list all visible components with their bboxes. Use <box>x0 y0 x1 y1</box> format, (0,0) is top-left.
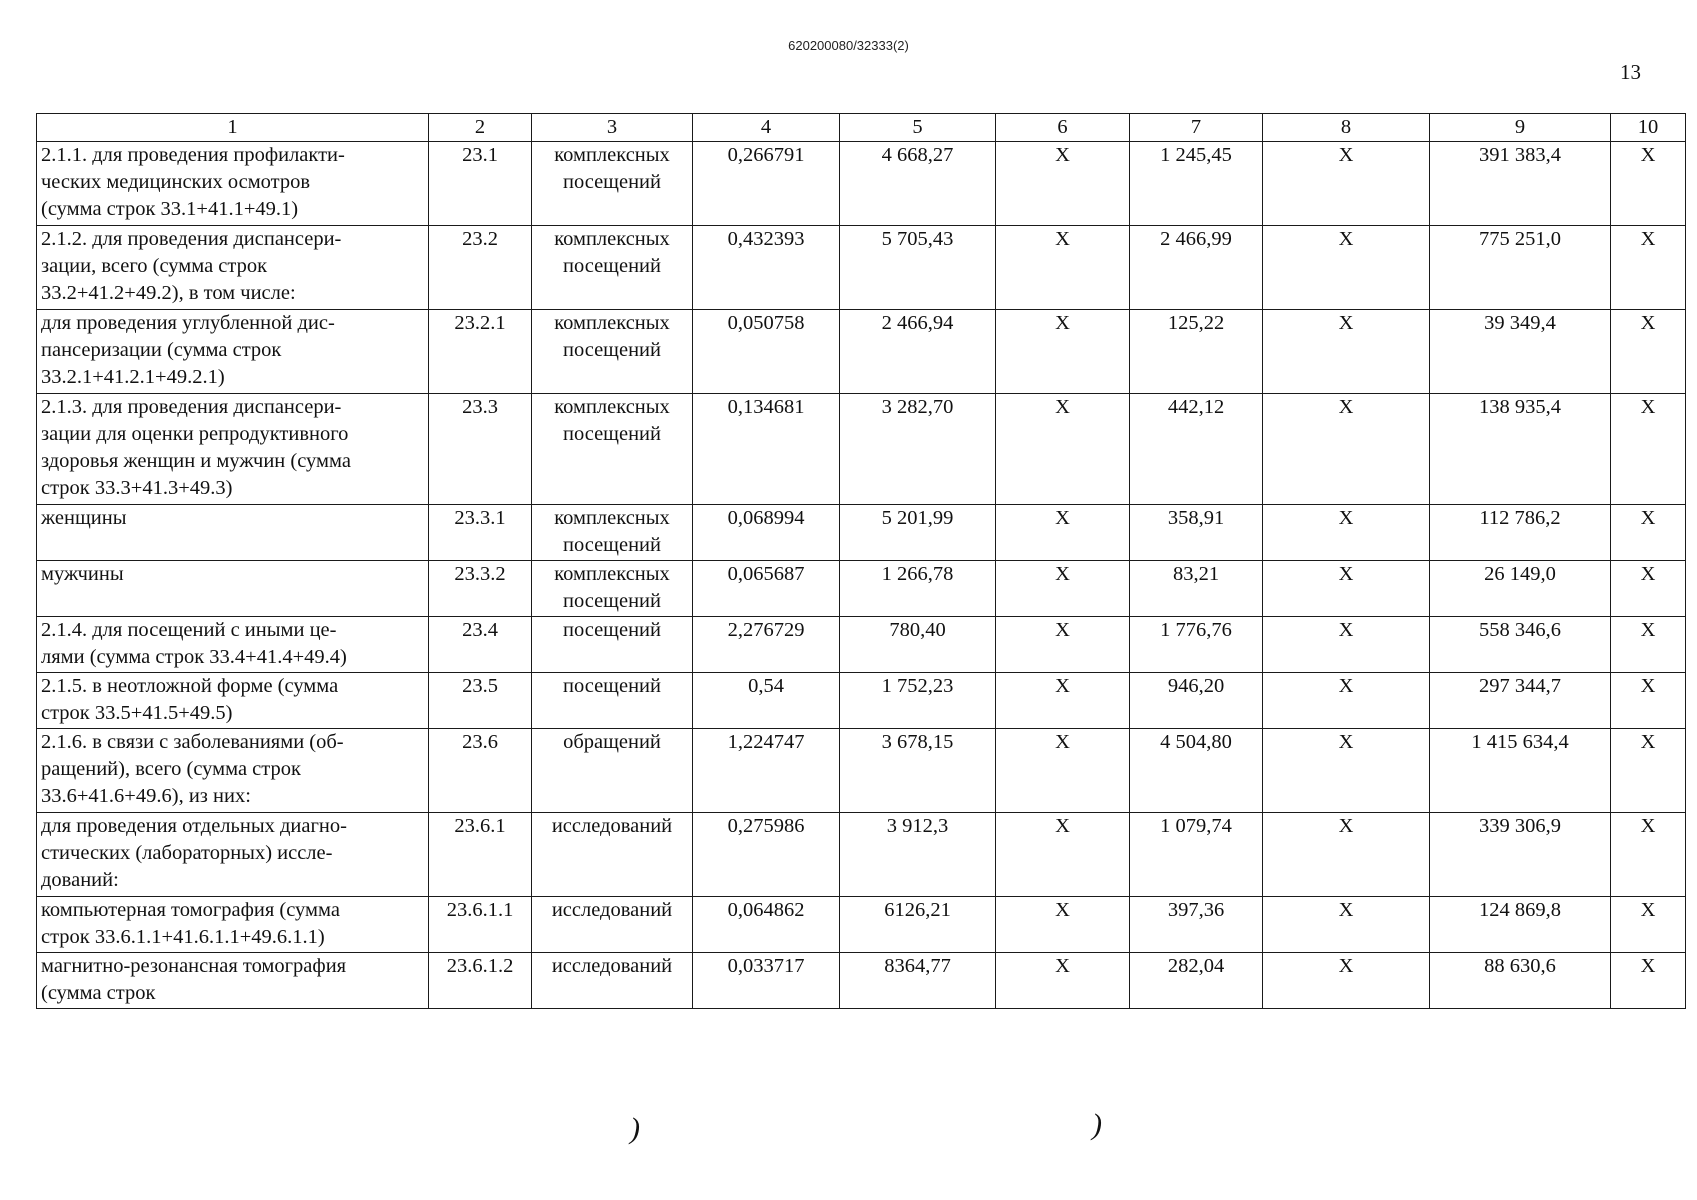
row-label: для проведения углубленной дис- пансеризации (сумма строк 33.2.1+41.2.1+49.2.1) <box>37 310 429 394</box>
table-cell: Х <box>996 673 1130 729</box>
table-cell: 3 678,15 <box>840 729 996 813</box>
table-cell: Х <box>996 310 1130 394</box>
table-cell: 0,54 <box>693 673 840 729</box>
table-cell: 1 245,45 <box>1130 142 1263 226</box>
table-cell: 780,40 <box>840 617 996 673</box>
table-cell: 0,050758 <box>693 310 840 394</box>
row-code: 23.6.1.1 <box>429 897 532 953</box>
data-table <box>36 113 1686 1009</box>
row-code: 23.2 <box>429 226 532 310</box>
column-header: 7 <box>1130 114 1263 142</box>
table-cell: 8364,77 <box>840 953 996 1009</box>
table-cell: Х <box>1263 142 1430 226</box>
table-cell: 0,068994 <box>693 505 840 561</box>
table-cell: Х <box>1263 505 1430 561</box>
unit-cell: комплексных посещений <box>532 226 693 310</box>
column-header: 9 <box>1430 114 1611 142</box>
table-cell: 442,12 <box>1130 394 1263 505</box>
table-cell: 2,276729 <box>693 617 840 673</box>
unit-cell: комплексных посещений <box>532 505 693 561</box>
table-cell: 1 752,23 <box>840 673 996 729</box>
table-cell: 112 786,2 <box>1430 505 1611 561</box>
table-cell: Х <box>996 953 1130 1009</box>
table-cell: Х <box>1611 394 1686 505</box>
table-row <box>37 673 1686 729</box>
row-code: 23.1 <box>429 142 532 226</box>
column-header: 8 <box>1263 114 1430 142</box>
table-cell: 1,224747 <box>693 729 840 813</box>
table-row <box>37 142 1686 226</box>
table-row <box>37 617 1686 673</box>
table-cell: 558 346,6 <box>1430 617 1611 673</box>
table-row <box>37 897 1686 953</box>
table-cell: Х <box>1263 897 1430 953</box>
row-label: 2.1.1. для проведения профилакти- ческих медицинских осмотров (сумма строк 33.1+41.1+49.1) <box>37 142 429 226</box>
table-cell: Х <box>996 561 1130 617</box>
unit-cell: исследований <box>532 897 693 953</box>
row-label: для проведения отдельных диагно- стических (лабораторных) иссле- дований: <box>37 813 429 897</box>
table-cell: Х <box>1611 142 1686 226</box>
column-header: 4 <box>693 114 840 142</box>
column-header: 2 <box>429 114 532 142</box>
table-cell: 3 282,70 <box>840 394 996 505</box>
table-cell: 0,266791 <box>693 142 840 226</box>
table-cell: Х <box>996 505 1130 561</box>
table-cell: 1 266,78 <box>840 561 996 617</box>
unit-cell: комплексных посещений <box>532 394 693 505</box>
row-code: 23.6.1.2 <box>429 953 532 1009</box>
document-id: 620200080/32333(2) <box>788 38 909 53</box>
row-label: магнитно-резонансная томография (сумма строк <box>37 953 429 1009</box>
footer-mark: ) <box>1092 1108 1102 1141</box>
table-cell: 0,275986 <box>693 813 840 897</box>
table-cell: Х <box>1263 561 1430 617</box>
row-code: 23.3.2 <box>429 561 532 617</box>
row-label: 2.1.2. для проведения диспансери- зации, всего (сумма строк 33.2+41.2+49.2), в том числе: <box>37 226 429 310</box>
table-cell: 282,04 <box>1130 953 1263 1009</box>
row-label: 2.1.4. для посещений с иными це- лями (сумма строк 33.4+41.4+49.4) <box>37 617 429 673</box>
unit-cell: комплексных посещений <box>532 561 693 617</box>
column-header: 10 <box>1611 114 1686 142</box>
table-row <box>37 729 1686 813</box>
table-cell: Х <box>1263 953 1430 1009</box>
unit-cell: посещений <box>532 673 693 729</box>
table-cell: 0,065687 <box>693 561 840 617</box>
table-row <box>37 310 1686 394</box>
table-cell: 2 466,94 <box>840 310 996 394</box>
table-cell: 4 504,80 <box>1130 729 1263 813</box>
table-row <box>37 394 1686 505</box>
table-row <box>37 561 1686 617</box>
table-cell: 775 251,0 <box>1430 226 1611 310</box>
table-cell: 138 935,4 <box>1430 394 1611 505</box>
column-header: 5 <box>840 114 996 142</box>
table-cell: 26 149,0 <box>1430 561 1611 617</box>
table-cell: Х <box>1611 729 1686 813</box>
row-label: женщины <box>37 505 429 561</box>
table-cell: Х <box>1263 813 1430 897</box>
row-label: 2.1.3. для проведения диспансери- зации для оценки репродуктивного здоровья женщин и мужчин (сумма строк 33.3+41.3+49.3) <box>37 394 429 505</box>
table-cell: 125,22 <box>1130 310 1263 394</box>
table-cell: 339 306,9 <box>1430 813 1611 897</box>
unit-cell: посещений <box>532 617 693 673</box>
table-cell: 0,033717 <box>693 953 840 1009</box>
table-cell: Х <box>996 142 1130 226</box>
row-code: 23.5 <box>429 673 532 729</box>
table-cell: 6126,21 <box>840 897 996 953</box>
table-cell: 297 344,7 <box>1430 673 1611 729</box>
unit-cell: исследований <box>532 813 693 897</box>
table-cell: Х <box>1263 617 1430 673</box>
table-cell: 4 668,27 <box>840 142 996 226</box>
table-cell: 1 415 634,4 <box>1430 729 1611 813</box>
row-code: 23.4 <box>429 617 532 673</box>
table-row <box>37 505 1686 561</box>
table-cell: Х <box>1611 673 1686 729</box>
table-cell: Х <box>1263 673 1430 729</box>
row-label: мужчины <box>37 561 429 617</box>
table-cell: 391 383,4 <box>1430 142 1611 226</box>
table-cell: Х <box>1611 953 1686 1009</box>
table-cell: 358,91 <box>1130 505 1263 561</box>
table-row <box>37 953 1686 1009</box>
row-code: 23.2.1 <box>429 310 532 394</box>
table-cell: 88 630,6 <box>1430 953 1611 1009</box>
table-cell: Х <box>996 813 1130 897</box>
table-cell: Х <box>1263 226 1430 310</box>
table-cell: Х <box>1611 813 1686 897</box>
table-cell: Х <box>1611 617 1686 673</box>
row-label: компьютерная томография (сумма строк 33.6.1.1+41.6.1.1+49.6.1.1) <box>37 897 429 953</box>
row-code: 23.6 <box>429 729 532 813</box>
table-cell: Х <box>1611 310 1686 394</box>
unit-cell: обращений <box>532 729 693 813</box>
unit-cell: комплексных посещений <box>532 310 693 394</box>
table-cell: Х <box>1611 897 1686 953</box>
table-cell: 0,134681 <box>693 394 840 505</box>
header-row <box>37 114 1686 142</box>
table-row <box>37 813 1686 897</box>
table-cell: Х <box>996 897 1130 953</box>
table-cell: Х <box>996 394 1130 505</box>
table-cell: 946,20 <box>1130 673 1263 729</box>
table-cell: 5 705,43 <box>840 226 996 310</box>
unit-cell: комплексных посещений <box>532 142 693 226</box>
table-row <box>37 226 1686 310</box>
table-cell: 124 869,8 <box>1430 897 1611 953</box>
page-number: 13 <box>1620 60 1641 84</box>
table-cell: 2 466,99 <box>1130 226 1263 310</box>
table-cell: 3 912,3 <box>840 813 996 897</box>
table-cell: 83,21 <box>1130 561 1263 617</box>
table-cell: Х <box>1611 505 1686 561</box>
table-cell: 1 079,74 <box>1130 813 1263 897</box>
row-code: 23.3 <box>429 394 532 505</box>
unit-cell: исследований <box>532 953 693 1009</box>
table-cell: 5 201,99 <box>840 505 996 561</box>
table-cell: 397,36 <box>1130 897 1263 953</box>
table-cell: Х <box>1263 729 1430 813</box>
table-cell: 39 349,4 <box>1430 310 1611 394</box>
table-cell: Х <box>1611 226 1686 310</box>
table-cell: Х <box>1263 394 1430 505</box>
row-code: 23.3.1 <box>429 505 532 561</box>
footer-mark: ) <box>630 1112 640 1145</box>
row-label: 2.1.6. в связи с заболеваниями (об- ращений), всего (сумма строк 33.6+41.6+49.6), из них: <box>37 729 429 813</box>
column-header: 3 <box>532 114 693 142</box>
table-cell: 1 776,76 <box>1130 617 1263 673</box>
table-cell: Х <box>996 226 1130 310</box>
column-header: 1 <box>37 114 429 142</box>
table-cell: Х <box>996 729 1130 813</box>
table-cell: Х <box>1263 310 1430 394</box>
table-cell: Х <box>996 617 1130 673</box>
table-cell: 0,432393 <box>693 226 840 310</box>
table-cell: 0,064862 <box>693 897 840 953</box>
row-label: 2.1.5. в неотложной форме (сумма строк 33.5+41.5+49.5) <box>37 673 429 729</box>
column-header: 6 <box>996 114 1130 142</box>
row-code: 23.6.1 <box>429 813 532 897</box>
table-cell: Х <box>1611 561 1686 617</box>
